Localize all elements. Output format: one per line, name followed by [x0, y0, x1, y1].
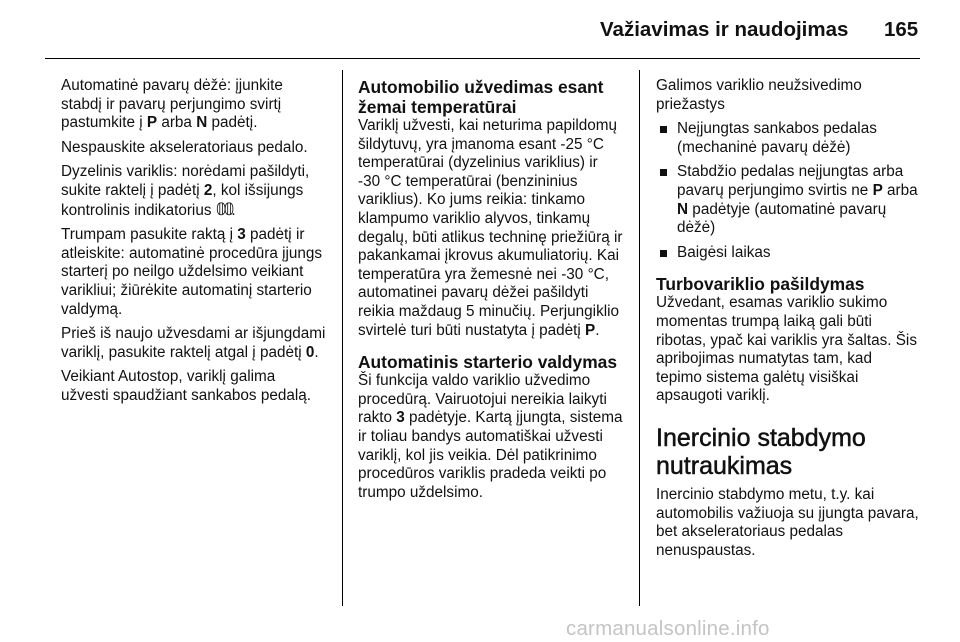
bullet-icon	[660, 250, 667, 257]
list-item: Neįjungtas sankabos pedalas (mechaninė pavarų dėžė)	[656, 120, 922, 157]
paragraph: Variklį užvesti, kai neturima papildomų šildytuvų, yra įmanoma esant -25 °C temperatūrai (dyzelinius variklius) ir -30 °C temperatūrai (benzininius variklius). Ko jums reikia: tinkamo klampumo variklio alyvos, tinkamų degalų, būti atlikus techninę priežiūrą ir pakankamai įkrovus akumuliatorių. Kai temperatūra yra žemesnė nei -30 °C, automatinei pavarų dėžei pašildyti reikia maždaug 5 minučių. Perjungiklio svirtelė turi būti nustatyta į padėtį P.	[358, 117, 623, 339]
column-divider	[342, 70, 343, 606]
paragraph: Ši funkcija valdo variklio užvedimo procedūrą. Vairuotojui nereikia laikyti rakto 3 padėtyje. Kartą įjungta, sistema ir toliau bandys automatiškai užvesti variklį, kol jis veikia. Dėl patikrinimo procedūros variklis pradeda veikti po trumpo uždelsimo.	[358, 372, 623, 501]
header-title: Važiavimas ir naudojimas	[600, 18, 849, 41]
column-2	[358, 77, 624, 508]
column-1	[61, 77, 327, 412]
glow-plug-icon: 𝟘𝟘	[215, 199, 232, 219]
paragraph: Trumpam pasukite raktą į 3 padėtį ir atleiskite: automatinė procedūra įjungs starterį po neilgo uždelsimo veikiant varikliui; žiūrėkite automatinį starterio valdymą.	[61, 226, 323, 318]
paragraph: Veikiant Autostop, variklį galima užvesti spaudžiant sankabos pedalą.	[61, 368, 312, 404]
paragraph: Automatinė pavarų dėžė: įjunkite stabdį ir pavarų perjungimo svirtį pastumkite į P arba N padėtį.	[61, 77, 283, 132]
list-item: Baigėsi laikas	[656, 244, 922, 263]
chapter-heading: Inercinio stabdymo nutraukimas	[656, 423, 866, 480]
paragraph: Galimos variklio neužsivedimo priežastys	[656, 77, 862, 113]
section-heading: Turbovariklio pašildymas	[656, 274, 865, 295]
paragraph: Nespauskite akseleratoriaus pedalo.	[61, 138, 308, 156]
paragraph: Užvedant, esamas variklio sukimo momentas trumpą laiką gali būti ribotas, ypač kai variklis yra šaltas. Šis apribojimas numatytas tam, kad tepimo sistema galėtų visiškai apsaugoti variklį.	[656, 294, 917, 405]
column-3	[656, 77, 922, 566]
bullet-icon	[660, 126, 667, 133]
section-heading: Automobilio užvedimas esant žemai temperatūrai	[358, 77, 604, 117]
bullet-icon	[660, 169, 667, 176]
paragraph: Dyzelinis variklis: norėdami pašildyti, sukite raktelį į padėtį 2, kol išsijungs kontrolinis indikatorius 𝟘𝟘.	[61, 163, 310, 219]
watermark: carmanualsonline.info	[566, 617, 770, 640]
paragraph: Inercinio stabdymo metu, t.y. kai automobilis važiuoja su įjungta pavara, bet akseleratoriaus pedalas nenuspaustas.	[656, 485, 919, 559]
page-number: 165	[884, 18, 919, 41]
header-rule	[45, 58, 920, 59]
section-heading: Automatinis starterio valdymas	[358, 352, 618, 373]
list-item: Stabdžio pedalas neįjungtas arba pavarų perjungimo svirtis ne P arba N padėtyje (automatinė pavarų dėžė)	[656, 163, 922, 237]
column-divider	[639, 70, 640, 606]
paragraph: Prieš iš naujo užvesdami ar išjungdami variklį, pasukite raktelį atgal į padėtį 0.	[61, 325, 326, 361]
